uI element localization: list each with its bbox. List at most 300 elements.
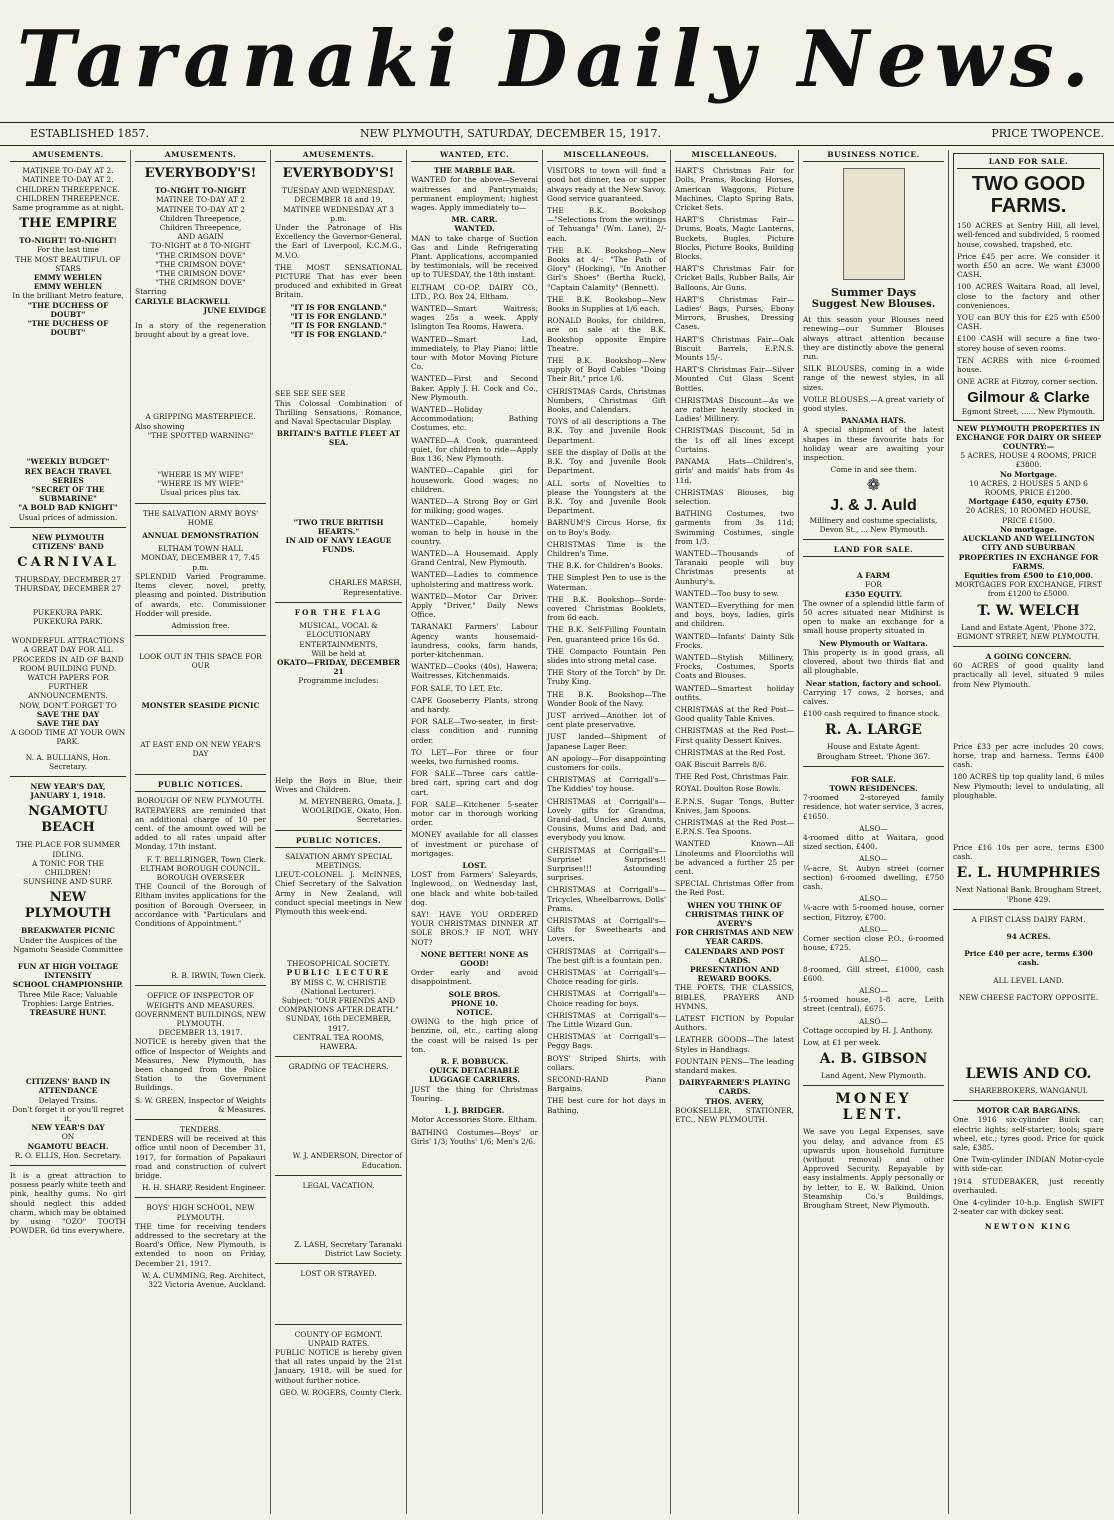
lewis-name: LEWIS AND CO.	[965, 1065, 1092, 1082]
ad-line: Help the Boys in Blue, their Wives and Children.	[275, 775, 402, 794]
notice-line: W. A. CUMMING, Reg. Architect, 322 Victoria Avenue, Auckland.	[141, 1270, 266, 1290]
classified-item: CHRISTMAS at Corrigall's—The Little Wizard Gun.	[547, 1010, 666, 1030]
ad-line: OKATO—FRIDAY, DECEMBER 21	[276, 657, 401, 677]
ad-line: 5 ACRES, HOUSE 4 ROOMS, PRICE £3800.	[960, 451, 1097, 470]
ad-line: For the last time	[36, 245, 100, 255]
notice-line: THEOSOPHICAL SOCIETY.	[287, 959, 390, 969]
divider	[275, 1263, 402, 1264]
ad-line: 100 ACRES Waitara Road, all level, close to the factory and other conveniences.	[957, 282, 1100, 310]
classified-item: Motor Accessories Store. Eltham.	[411, 1115, 538, 1125]
ad-line: THE MOST BEAUTIFUL OF STARS	[15, 254, 121, 273]
notice-line: TENDERS.	[180, 1125, 221, 1135]
notice-line: Subject: "OUR FRIENDS AND COMPANIONS AFTER DEATH."	[278, 995, 399, 1015]
classified-item: CALENDARS AND POST CARDS.	[684, 946, 785, 965]
classified-item: R. F. BOBBUCK.	[440, 1057, 509, 1067]
notice-line: OFFICE OF INSPECTOR OF WEIGHTS AND MEASURES.	[146, 991, 255, 1010]
ad-line: SCHOOL CHAMPIONSHIP.	[12, 980, 124, 990]
ad-line: 7-roomed 2-storeyed family residence, hot water service, 3 acres, £1650.	[803, 793, 944, 821]
notice-line: PUBLIC LECTURE	[286, 968, 391, 978]
ad-line: 10 ACRES, 2 HOUSES 5 AND 6 ROOMS, PRICE £1200.	[969, 478, 1088, 498]
classified-item: WANTED—Motor Car Driver. Apply "Driver," Daily News Office.	[411, 591, 538, 620]
notice-body	[275, 919, 402, 959]
classified-item: SEE the display of Dolls at the B.K. Toy and Juvenile Book Department.	[547, 447, 666, 476]
classified-item: CHRISTMAS at Corrigall's—Lovely gifts for Grandma, Grand-dad, Uncles and Aunts, Cousins, Mums and Dad, and everybody you know.	[547, 796, 666, 843]
ad-line: DECEMBER 18 and 19.	[294, 195, 383, 205]
divider	[135, 1197, 266, 1198]
ad-line: Don't forget it or you'll regret it,	[12, 1104, 124, 1123]
notice-line: R. B. IRWIN, Town Clerk.	[171, 971, 266, 981]
ad-body	[953, 1002, 1104, 1062]
classified-item: CHRISTMAS at the Red Post—Good quality Table Knives.	[675, 704, 794, 724]
ad-line: "THE CRIMSON DOVE"	[155, 250, 246, 260]
ad-line: PUKEKURA PARK.	[33, 607, 103, 617]
ad-line: NEW YEAR'S DAY	[31, 1123, 105, 1133]
ad-line: ALSO—	[859, 955, 888, 965]
classified-item: THE Red Post, Christmas Fair.	[675, 772, 789, 782]
ad-body	[275, 554, 402, 578]
ad-line: SPLENDID Varied Programme. Items clever, novel, pretty, pleasing and pointed. Distribution of awards, etc. Commissioner Hodder will preside.	[135, 571, 266, 618]
east-end-line: AT EAST END ON NEW YEAR'S DAY	[140, 739, 261, 758]
ad-line: 60 ACRES of good quality land practically all level, situated 9 miles from New Plymouth.	[953, 661, 1104, 689]
large-sub: House and Estate Agent.	[826, 742, 921, 752]
notice-line: BOROUGH OVERSEER	[156, 872, 245, 882]
classified-item: THE Story of the Torch" by Dr. Truby King.	[547, 668, 666, 687]
ad-line: Carrying 17 cows, 2 horses, and calves.	[803, 687, 944, 706]
ozo-ad: It is a great attraction to possess pearly white teeth and pink, healthy gums. No girl should neglect this added charm, which may be obtained by using "OZO" TOOTH POWDER. 6d tins everywhere.	[10, 1171, 126, 1236]
classified-item: WANTED—First and Second Baker. Apply J. H. Cock and Co., New Plymouth.	[411, 374, 538, 402]
ad-line: A special shipment of the latest shapes in these favourite hats for holiday wear are awaiting your inspection.	[803, 425, 944, 463]
ad-line: BRITAIN'S BATTLE FLEET AT SEA.	[276, 429, 401, 448]
welch-name: T. W. WELCH	[977, 602, 1080, 619]
price: PRICE TWOPENCE.	[991, 127, 1104, 140]
summer-heading: Summer Days	[830, 286, 917, 300]
ad-line: Cottage occupied by H. J. Anthony.	[803, 1025, 934, 1035]
ad-line: "A BOLD BAD KNIGHT"	[18, 503, 118, 513]
classified-item: WANTED—A Cook, guaranteed quiet, for children to ride—Apply Box 136, New Plymouth.	[411, 435, 538, 464]
classified-item: WANTED.	[454, 224, 495, 234]
woman-illustration	[843, 168, 905, 280]
classified-item: ROYAL Doulton Rose Bowls.	[675, 784, 781, 794]
ad-line: R. O. ELLIS, Hon. Secretary.	[14, 1150, 122, 1160]
divider	[275, 602, 402, 603]
ad-line: SUNSHINE AND SURF.	[23, 877, 113, 887]
ad-line: £100 cash required to finance stock.	[803, 709, 941, 719]
section-head: AMUSEMENTS.	[10, 150, 126, 162]
welch-sub: Land and Estate Agent, 'Phone 372. EGMONT STREET, NEW PLYMOUTH.	[956, 622, 1101, 641]
classified-item: HART'S Christmas Fair for Cricket Balls, Rubber Balls, Air Balloons, Air Guns.	[675, 264, 794, 292]
ad-line: ONE ACRE at Fitzroy, corner section.	[957, 377, 1098, 387]
ad-line: ALSO—	[859, 985, 888, 995]
ad-line: In a story of the regeneration brought about by a great love.	[135, 321, 266, 340]
band-heading: NEW PLYMOUTH CITIZENS' BAND	[31, 532, 105, 552]
classified-item: CAPE Gooseberry Plants, strong and hardy.	[411, 695, 538, 714]
ad-line: SAVE THE DAY	[36, 709, 100, 719]
column-3	[271, 150, 407, 1514]
notice-line: CENTRAL TEA ROOMS, HAWERA.	[292, 1032, 384, 1051]
ad-line: 1914 STUDEBAKER, just recently overhauled.	[953, 1176, 1104, 1195]
monster-heading: MONSTER SEASIDE PICNIC	[141, 700, 260, 710]
ad-line: Same programme as at night.	[12, 203, 124, 213]
classified-item: CHRISTMAS at Corrigall's—Peggy Bags.	[547, 1032, 666, 1051]
classified-item: CHRISTMAS Discount—As we are rather heavily stocked in Ladies' Millinery.	[675, 395, 794, 424]
ad-line: "WHERE IS MY WIFE"	[157, 479, 244, 489]
ad-line: SAVE THE DAY	[36, 718, 100, 728]
ad-line: MATINEE TO-DAY AT 2	[156, 204, 245, 214]
notice-line: NOTICE is hereby given that the office of Inspector of Weights and Measures, New Plymouth, has been changed from the Police Station to the Government Buildings.	[135, 1037, 266, 1093]
section-head: MISCELLANEOUS.	[675, 150, 794, 162]
notice-line: LIEUT.-COLONEL J. McINNES, Chief Secretary of the Salvation Army in New Zealand, will conduct special meetings in New Plymouth this week-end.	[275, 870, 402, 916]
ad-line: £100 CASH will secure a fine two-storey house of seven rooms.	[957, 334, 1100, 353]
ad-line: The owner of a splendid little farm of 50 acres situated near Midhirst is open to make an exchange for a small house property situated in	[803, 598, 944, 636]
classified-item: WANTED—Infants' Dainty Silk Frocks.	[675, 631, 794, 650]
lookout-line: LOOK OUT IN THIS SPACE FOR OUR	[139, 652, 262, 671]
classified-item: JUST arrived—Another lot of cent plate preservative.	[547, 710, 666, 730]
large-addr: Brougham Street. 'Phone 367.	[816, 751, 931, 761]
classified-item: NONE BETTER! NONE AS GOOD!	[420, 949, 529, 969]
ad-line: ¼-acre, St. Aubyn street (corner section) 6-roomed dwelling, £750 cash.	[803, 863, 944, 891]
classified-item: LATEST FICTION by Popular Authors.	[675, 1014, 794, 1033]
divider	[10, 776, 126, 777]
ad-line: Also showing	[135, 421, 185, 431]
divider	[135, 985, 266, 986]
ad-line: "WEEKLY BUDGET"	[26, 457, 110, 467]
classified-item: WANTED—Smart Waitress; wages 25s a week. Apply Islington Tea Rooms, Hawera.	[411, 304, 538, 332]
ad-line: AUCKLAND AND WELLINGTON CITY AND SUBURBAN PROPERTIES IN EXCHANGE FOR FARMS.	[958, 534, 1099, 571]
classified-item: WANTED—A Strong Boy or Girl for milking; good wages.	[411, 496, 538, 516]
ad-line: Mortgage £450, equity £750.	[968, 497, 1089, 507]
humphries-sub: Next National Bank, Brougham Street, 'Phone 429.	[955, 885, 1102, 904]
ad-line: Starring	[135, 287, 167, 297]
notice-heading: BOROUGH OF NEW PLYMOUTH.	[136, 796, 265, 806]
classified-item: LOST.	[462, 861, 487, 871]
ad-line: "THE CRIMSON DOVE"	[155, 269, 246, 279]
ad-line: FUN AT HIGH VOLTAGE INTENSITY	[17, 961, 119, 981]
classified-item: WANTED Known—All Linoleums and Floorcloths will be advanced a further 25 per cent.	[675, 839, 794, 877]
farm-line: FOR	[865, 580, 882, 590]
classified-item: LOST from Farmers' Saleyards, Inglewood, on Wednesday last, one black and white bob-tailed dog.	[411, 870, 538, 907]
ad-line: 4-roomed ditto at Waitara, good sized section, £400.	[803, 832, 944, 852]
classified-item: CHRISTMAS at Corrigall's—Choice reading for boys.	[547, 989, 666, 1008]
classified-item: THE B.K. Bookshop—New Books in Supplies at 1/6 each.	[547, 294, 666, 314]
column-1	[6, 150, 131, 1514]
classified-item: THE best cure for hot days in Bathing.	[547, 1096, 666, 1115]
classified-item: AN apology—For disappointing customers for coils.	[547, 753, 666, 772]
ad-line: CHILDREN THREEPENCE.	[16, 193, 120, 203]
classified-item: JUST landed—Shipment of Japanese Lager Beer.	[547, 732, 666, 751]
classified-item: FOR SALE—Kitchener 5-seater motor car in thorough working order.	[411, 799, 538, 828]
ad-line: THE PLACE FOR SUMMER IDLING.	[15, 840, 121, 859]
divider	[803, 1085, 944, 1086]
classified-item: WANTED—Smart Lad, immediately, to Play Piano; little tour with Motor Moving Picture Co.	[411, 334, 538, 372]
section-head: PUBLIC NOTICES.	[135, 780, 266, 792]
everybodys-heading: EVERYBODY'S!	[144, 166, 257, 182]
ngamotu-heading: NGAMOTU BEACH	[28, 804, 108, 836]
classified-item: FOR SALE—Two-seater, in first-class condition and running order.	[411, 717, 538, 745]
ad-line: TEN ACRES with nice 6-roomed house.	[957, 355, 1100, 375]
classified-item: MR. CARR.	[451, 215, 498, 225]
tonight: TO-NIGHT! TO-NIGHT!	[19, 236, 117, 246]
classified-item: WANTED—Capable, homely woman to help in house in the country.	[411, 518, 538, 546]
divider	[953, 646, 1104, 647]
classified-item: RONALD Books, for children, are on sale at the B.K. Bookshop opposite Empire Theatre.	[547, 316, 666, 353]
ad-line: "IT IS FOR ENGLAND."	[290, 302, 387, 312]
ad-line: A TONIC FOR THE CHILDREN!	[32, 858, 104, 877]
ad-line: SILK BLOUSES, coming in a wide range of the newest styles, in all sizes.	[803, 364, 944, 392]
classified-item: SOLE BROS.	[448, 989, 501, 999]
ad-line: Usual prices of admission.	[18, 512, 118, 522]
classified-item: BOYS' Striped Shirts, with collars.	[547, 1053, 666, 1072]
classified-item: THE B.K. Bookshop—Sorde-covered Christmas Booklets, from 6d each.	[547, 594, 666, 623]
gilmour-addr: Egmont Street, ...... New Plymouth.	[961, 407, 1096, 417]
divider	[275, 830, 402, 831]
ad-line: Children Threepence,	[159, 213, 242, 223]
gilmour-name: Gilmour & Clarke	[967, 389, 1090, 407]
ad-body	[135, 440, 266, 470]
classified-item: CHRISTMAS Blouses, big selection.	[675, 487, 794, 506]
classified-item: CHRISTMAS at Corrigall's—Surprise! Surprises!! Surprises!!! Astounding surprises.	[547, 845, 666, 883]
ad-line: This property is in good grass, all clovered, about two thirds flat and all ploughable.	[803, 647, 944, 676]
newyear-line: NEW YEAR'S DAY, JANUARY 1, 1918.	[30, 781, 106, 801]
ad-line: MATINEE TO-DAY AT 2.	[22, 175, 114, 185]
section-head: LAND FOR SALE.	[803, 545, 944, 557]
place-date: NEW PLYMOUTH, SATURDAY, DECEMBER 15, 1917.	[360, 127, 662, 140]
classified-item: WANTED—Ladies to commence upholstering and mattress work.	[411, 570, 538, 589]
classified-item: ELTHAM CO-OP. DAIRY CO., LTD., P.O. Box 24, Eltham.	[411, 282, 538, 301]
classified-item: WANTED—Stylish Millinery, Frocks, Costumes, Sports Coats and Blouses.	[675, 652, 794, 681]
divider	[803, 766, 944, 767]
equity-line: £350 EQUITY.	[844, 589, 903, 599]
ad-line: NGAMOTU BEACH.	[27, 1141, 109, 1151]
classified-item: WANTED—Cooks (40s), Hawera; Waitresses, Kitchenmaids.	[411, 662, 538, 681]
classified-item: CHRISTMAS at the Red Post—First quality Dessert Knives.	[675, 726, 794, 745]
classified-item: FOR CHRISTMAS AND NEW YEAR CARDS.	[675, 928, 794, 947]
ad-line: "IT IS FOR ENGLAND."	[290, 330, 387, 340]
ad-line: THURSDAY, DECEMBER 27	[15, 584, 121, 594]
classified-item: THE POETS, THE CLASSICS, BIBLES, PRAYERS AND HYMNS.	[675, 983, 794, 1011]
signature: N. A. BULLIANS, Hon. Secretary.	[25, 752, 111, 771]
classified-item: BATHING Costumes—Boys' or Girls' 1/3; Youths' 1/6; Men's 2/6.	[411, 1127, 538, 1146]
classified-item: SECOND-HAND Piano Bargains.	[547, 1075, 666, 1094]
notice-body	[275, 1279, 402, 1319]
ad-line: MATINEE WEDNESDAY AT 3 p.m.	[283, 204, 394, 223]
classified-item: CHRISTMAS at the Red Post—E.P.N.S. Tea Spoons.	[675, 818, 794, 837]
classified-item: OAK Biscuit Barrels 8/6.	[675, 759, 767, 769]
classified-item: PHONE 10.	[451, 998, 498, 1008]
notice-line: THE time for receiving tenders addressed to the secretary at the Board's Office, New Plymouth, is extended to noon on Friday, December 21, 1917.	[135, 1221, 266, 1268]
dairy-heading: A FIRST CLASS DAIRY FARM.	[971, 914, 1086, 924]
classified-item: THE B.K. Bookshop—New Books at 4/-: "The Path of Glory" (Hocking), "In Another Girl's Shoes" (Bertha Ruck), "Captain Calamity" (Bennett).	[547, 245, 666, 292]
classified-item: TOYS of all descriptions a The B.K. Toy and Juvenile Book Department.	[547, 417, 666, 445]
ad-line: At this season your Blouses need renewing—our Summer Blouses always attract attention because they are distinctly above the general run.	[803, 315, 944, 362]
classified-item: SAY! HAVE YOU ORDERED YOUR CHRISTMAS DINNER AT SOLE BROS.? IF NOT, WHY NOT?	[411, 910, 538, 947]
ad-line: "THE CRIMSON DOVE"	[155, 259, 246, 269]
price-line: Price £40 per acre, terms £300 cash.	[964, 949, 1093, 968]
ad-line: CARLYLE BLACKWELL	[135, 296, 230, 306]
classified-item: ALL sorts of Novelties to please the Youngsters at the B.K. Toy and Juvenile Book Department.	[547, 478, 666, 516]
classified-item: SPECIAL Christmas Offer from the Red Post.	[675, 879, 794, 898]
ornament-icon: ❁	[866, 475, 881, 495]
ad-line: A GRIPPING MASTERPIECE.	[145, 412, 256, 422]
ad-line: This Colossal Combination of Thrilling Sensations, Romance, and Naval Spectacular Display.	[275, 398, 402, 427]
notice-line: GRADING OF TEACHERS.	[288, 1062, 389, 1072]
ad-line: "THE DUCHESS OF DOUBT"	[27, 300, 109, 319]
classified-item: BOOKSELLER, STATIONER, ETC., NEW PLYMOUTH.	[675, 1105, 794, 1125]
empire-heading: THE EMPIRE	[19, 216, 117, 232]
classified-item: HART'S Christmas Fair—Oak Biscuit Barrels, E.P.N.S. Mounts 15/-.	[675, 334, 794, 363]
classified-item: BATHING Costumes, two garments from 3s 11d; Swimming Costumes, single from 1/3.	[675, 509, 794, 546]
divider	[10, 1165, 126, 1166]
classified-item: WANTED—Too busy to sew.	[675, 588, 779, 598]
column-5	[543, 150, 671, 1514]
lewis-sub: SHAREBROKERS, WANGANUI.	[968, 1085, 1089, 1095]
ad-line: ALSO—	[859, 854, 888, 864]
columns	[6, 150, 1108, 1514]
ad-line: A GOOD TIME AT YOUR OWN PARK.	[10, 728, 126, 747]
ad-line: ELTHAM TOWN HALL	[157, 544, 244, 554]
classified-item: THE Compacto Fountain Pen slides into strong metal case.	[547, 646, 666, 665]
notice-body	[275, 1190, 402, 1240]
ad-line: 180 ACRES tip top quality land, 6 miles New Plymouth; level to undulating, all ploughable.	[953, 772, 1104, 800]
ad-line: 5-roomed house, 1-8 acre, Leith street (central), £675.	[803, 995, 944, 1014]
ad-line: TREASURE HUNT.	[29, 1007, 107, 1017]
section-head: MISCELLANEOUS.	[547, 150, 666, 162]
divider	[135, 774, 266, 775]
section-head: WANTED, ETC.	[411, 150, 538, 162]
classified-item: HART'S Christmas Fair for Dolls, Prams, Rocking Horses, American Waggons, Picture Machines, Clapto Spring Bats, Cricket Sets.	[675, 166, 794, 213]
classified-item: PRESENTATION AND REWARD BOOKS.	[689, 965, 780, 984]
newspaper-title: Taranaki Daily News.	[17, 14, 1097, 105]
ad-line: Will be held at	[311, 648, 366, 658]
classified-item: Order early and avoid disappointment.	[411, 968, 538, 987]
notice-line: UNPAID RATES.	[307, 1338, 370, 1348]
ad-line: THURSDAY, DECEMBER 27	[15, 575, 121, 585]
classified-item: QUICK DETACHABLE LUGGAGE CARRIERS.	[429, 1066, 520, 1085]
level-line: ALL LEVEL LAND.	[993, 975, 1064, 985]
classified-item: OWING to the high price of benzine, oil, etc., carting along the coast will be raised 1s per ton.	[411, 1017, 538, 1054]
notice-line: W. J. ANDERSON, Director of Education.	[292, 1151, 402, 1170]
ad-body	[10, 337, 126, 457]
classified-item: VISITORS to town will find a good hot dinner, tea or supper always ready at the New Savoy. Good service guaranteed.	[547, 166, 666, 203]
forsale-heading: FOR SALE.	[851, 774, 896, 784]
ad-line: WATCH PAPERS FOR FURTHER ANNOUNCEMENTS.	[27, 672, 109, 701]
annual-heading: ANNUAL DEMONSTRATION	[142, 531, 259, 541]
divider	[275, 1324, 402, 1325]
ad-line: MONDAY, DECEMBER 17, 7.45 p.m.	[141, 553, 260, 572]
classified-item: THE MARBLE BAR.	[433, 166, 516, 176]
notice-line: GEO. W. ROGERS, County Clerk.	[279, 1387, 402, 1397]
ad-line: Price £16 10s per acre, terms £300 cash.	[953, 842, 1104, 862]
ad-line: M. MEYENBERG, Omata, J. WOOLRIDGE, Okato, Hon. Secretaries.	[299, 796, 402, 825]
ad-line: One 4-cylinder 10-h.p. English SWIFT 2-seater car with dickey seat.	[953, 1198, 1104, 1217]
ad-line: TO-NIGHT at 8 TO-NIGHT	[150, 241, 251, 251]
ad-line: NEW PLYMOUTH PROPERTIES IN EXCHANGE FOR DAIRY OR SHEEP COUNTRY:—	[955, 423, 1102, 452]
classified-item: DAIRYFARMER'S PLAYING CARDS.	[678, 1078, 791, 1097]
classified-item: CHRISTMAS at Corrigall's—The Kiddies' toy house.	[547, 775, 666, 794]
carnival-heading: CARNIVAL	[17, 555, 119, 571]
classified-item: WANTED—A Housemaid. Apply Grand Central, New Plymouth.	[411, 548, 538, 568]
ad-line: Equities from £500 to £10,000.	[963, 570, 1094, 580]
divider	[953, 1100, 1104, 1101]
money-text: We save you Legal Expenses, save you delay, and advance from £5 upwards upon household furniture (without removal) and other Approved Security. Repayable by easy instalments. Apply personally or by letter, to E. W. Balkind, Union Steamship Co.'s Buildings, Brougham Street, New Plymouth.	[803, 1127, 944, 1211]
ad-line: ALSO—	[859, 1016, 888, 1026]
picnic-heading: BREAKWATER PICNIC	[21, 926, 115, 936]
notice-line: SUNDAY, 16th DECEMBER, 1917.	[285, 1014, 392, 1033]
ad-body	[275, 686, 402, 776]
ad-line: YOU can BUY this for £25 with £500 CASH.	[957, 313, 1100, 332]
classified-item: CHRISTMAS at Corrigall's—Choice reading for girls.	[547, 968, 666, 987]
notice-body	[135, 931, 266, 971]
classified-item: WANTED—Thousands of Taranaki people will buy Christmas presents at Aunbury's.	[675, 548, 794, 586]
ad-line: In the brilliant Metro feature,	[12, 291, 124, 301]
notice-line: RATEPAYERS are reminded that an additional charge of 10 per cent. of the amount owed will be added to all rates unpaid after Monday, 17th instant.	[135, 805, 266, 852]
ad-line: ON	[61, 1132, 75, 1142]
ad-line: "IT IS FOR ENGLAND."	[290, 321, 387, 331]
ad-body	[953, 692, 1104, 742]
classified-item: BARNUM'S Circus Horse, fix on to Boy's Body.	[547, 518, 666, 537]
classified-item: FOUNTAIN PENS—The leading standard makes.	[675, 1056, 794, 1076]
divider	[135, 1119, 266, 1120]
classified-item: THE B.K. Self-Filling Fountain Pen, guaranteed price 16s 6d.	[547, 625, 666, 644]
ad-line: MATINEE TO-DAY AT 2.	[22, 166, 114, 176]
classified-item: THE Simplest Pen to use is the Waterman.	[547, 573, 666, 592]
classified-item: FOR SALE, TO LET, Etc.	[411, 683, 503, 693]
ad-body	[953, 803, 1104, 843]
ad-line: PROCEEDS IN AID OF BAND ROOM BUILDING FUND.	[12, 654, 124, 673]
classified-item: CHRISTMAS at Corrigall's—The best gift is a fountain pen.	[547, 946, 666, 965]
ad-line: "IT IS FOR ENGLAND."	[290, 311, 387, 321]
ad-line: No mortgage.	[1000, 524, 1057, 534]
classified-item: HART'S Christmas Fair—Ladies' Bags, Purses, Ebony Mirrors, Brushes, Dressing Cases.	[675, 294, 794, 332]
ad-line: A GREAT DAY FOR ALL	[23, 645, 113, 655]
section-head: AMUSEMENTS.	[275, 150, 402, 162]
divider	[10, 527, 126, 528]
classified-item: PANAMA Hats—Children's, girls' and maids' hats from 4s 11d.	[675, 457, 794, 485]
divider	[953, 909, 1104, 910]
column-2	[131, 150, 271, 1514]
ad-line: One 1916 six-cylinder Buick car; electric lights; self-starter; tools; spare wheel, etc.; tyres good. Price for quick sale, £385.	[953, 1115, 1104, 1152]
classified-item: MONEY available for all classes of investment or purchase of mortgages.	[411, 830, 538, 858]
ad-line: 8-roomed, Gill street, £1000, cash £600.	[803, 964, 944, 983]
notice-line: PUBLIC NOTICE is hereby given that all rates unpaid by the 21st January, 1918, will be sued for without further notice.	[275, 1348, 402, 1385]
ad-line: Programme includes:	[298, 676, 379, 686]
salvation-heading: THE SALVATION ARMY BOYS' HOME	[142, 508, 259, 527]
auld-name: J. & J. Auld	[830, 496, 917, 514]
ad-line: Low, at £1 per week.	[803, 1038, 881, 1047]
ad-line: CHARLES MARSH, Representative.	[328, 578, 402, 597]
ad-line: NOW, DON'T FORGET TO	[19, 700, 117, 710]
ad-line: THE MOST SENSATIONAL PICTURE That has ever been produced and exhibited in Great Britain.	[275, 262, 402, 300]
classified-item: FOR SALE—Three cars cattle-bred cart, spring cart and dog cart.	[411, 769, 538, 797]
notice-line: COUNTY OF EGMONT.	[294, 1329, 383, 1339]
ad-line: MUSICAL, VOCAL & ELOCUTIONARY ENTERTAINMENTS,	[299, 621, 378, 649]
notice-body	[275, 1071, 402, 1151]
land-ad-box	[953, 153, 1104, 421]
ad-line: One Twin-cylinder INDIAN Motor-cycle with side-car.	[953, 1155, 1104, 1174]
classified-item: THE B.K. Bookshop—New supply of Boyd Cables "Doing Their Bit," price 1/6.	[547, 356, 666, 384]
notice-line: TENDERS will be received at this office until noon of December 31, 1917, for formation of Papakauri road and construction of culvert bridge.	[135, 1134, 266, 1181]
ad-line: ALSO—	[859, 823, 888, 833]
divider	[803, 539, 944, 540]
section-head: AMUSEMENTS.	[135, 150, 266, 162]
classified-item: CHRISTMAS Cards, Christmas Numbers, Christmas Gift Books, and Calendars.	[547, 386, 666, 415]
ad-line: Corner section close P.O., 6-roomed house, £725.	[803, 933, 944, 953]
ad-line: TUESDAY AND WEDNESDAY.	[282, 186, 395, 196]
classified-item: NOTICE.	[456, 1008, 493, 1018]
classified-item: THOS. AVERY,	[705, 1096, 764, 1106]
ad-line: IN AID OF NAVY LEAGUE FUNDS.	[285, 536, 392, 555]
ad-line: CITIZENS' BAND IN ATTENDANCE	[25, 1077, 111, 1096]
ad-line: Under the Patronage of His Excellency the Governor-General, the Earl of Liverpool, K.C.M.G., M.V.O.	[275, 223, 402, 260]
